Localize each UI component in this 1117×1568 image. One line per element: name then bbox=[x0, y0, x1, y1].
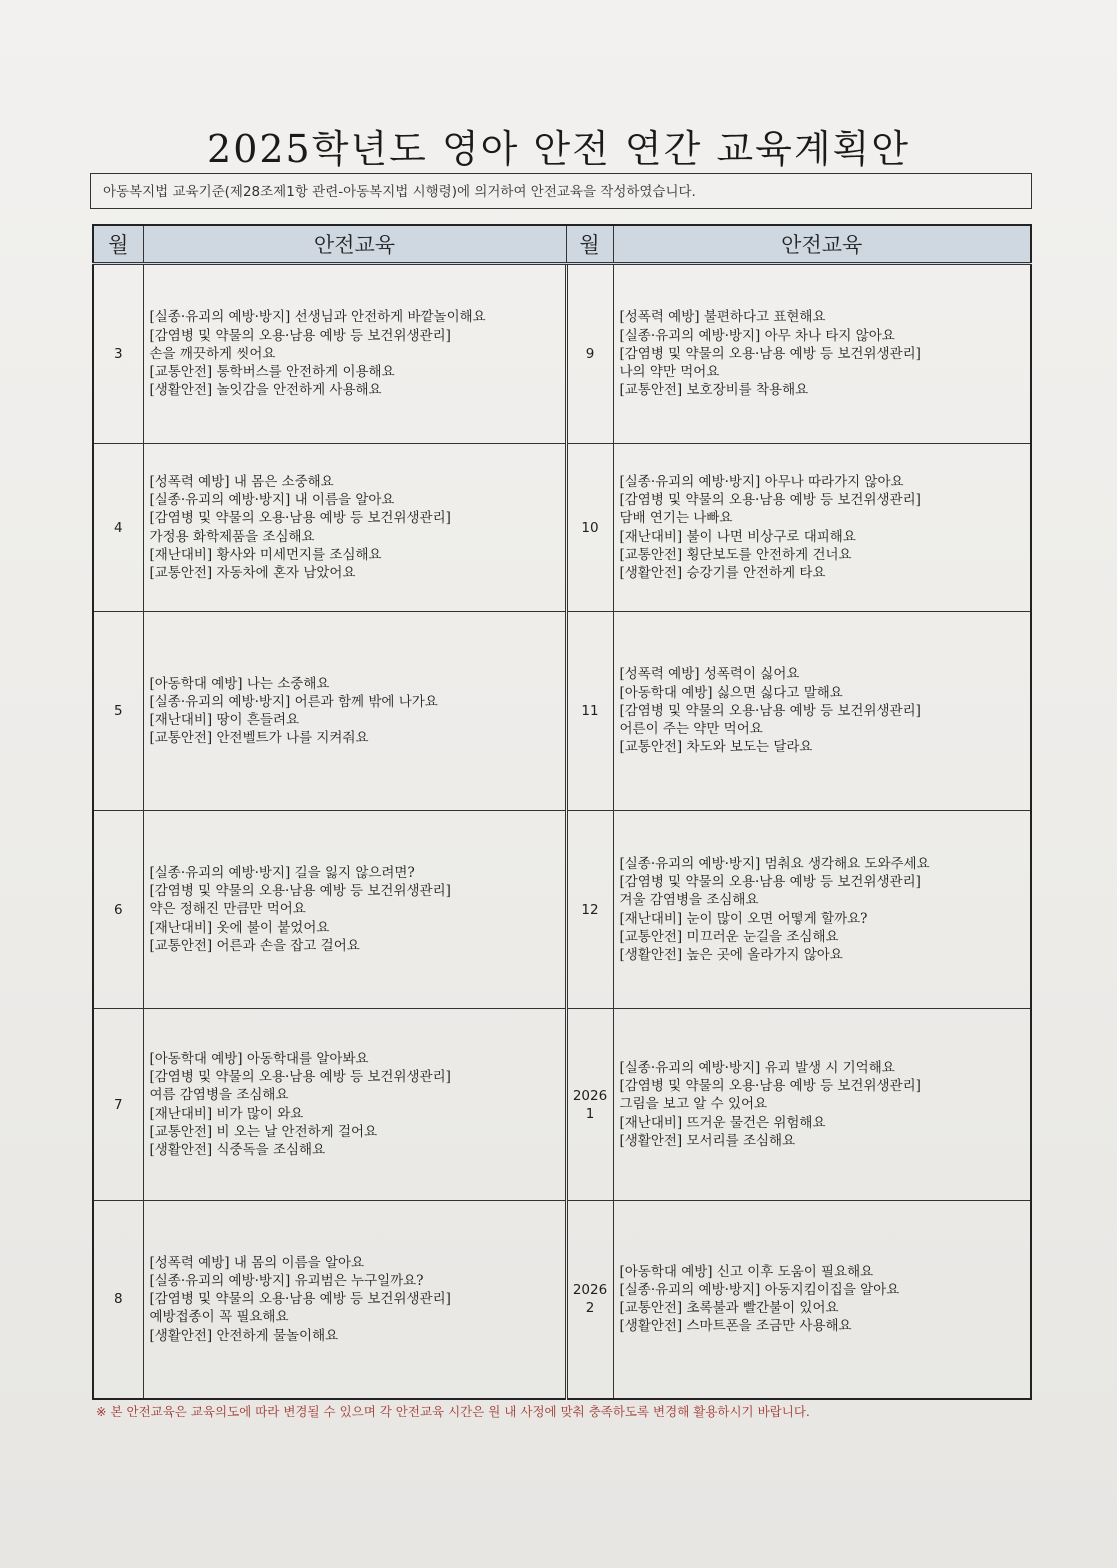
lesson-item: [교통안전] 횡단보도를 안전하게 건너요 bbox=[619, 546, 852, 563]
lesson-item: 예방접종이 꼭 필요해요 bbox=[149, 1309, 289, 1326]
lesson-item: [교통안전] 보호장비를 착용해요 bbox=[619, 382, 809, 399]
lesson-item: [아동학대 예방] 아동학대를 알아봐요 bbox=[149, 1050, 369, 1067]
lesson-item: 가정용 화학제품을 조심해요 bbox=[149, 528, 315, 545]
lesson-item: [실종·유괴의 예방·방지] 아무나 따라가지 않아요 bbox=[619, 473, 904, 490]
content-cell-left bbox=[143, 264, 566, 444]
lesson-item: [교통안전] 어른과 손을 잡고 걸어요 bbox=[149, 937, 360, 954]
header-month-right: 월 bbox=[566, 225, 613, 264]
header-content-right: 안전교육 bbox=[613, 225, 1031, 264]
month-label: 6 bbox=[113, 901, 123, 918]
month-cell-right bbox=[566, 264, 613, 444]
content-cell-right bbox=[613, 811, 1031, 1009]
content-cell-left bbox=[143, 444, 566, 612]
lesson-item: [교통안전] 자동차에 혼자 남았어요 bbox=[149, 564, 356, 581]
page-title: 2025학년도 영아 안전 연간 교육계획안 bbox=[207, 127, 910, 171]
lesson-item: 약은 정해진 만큼만 먹어요 bbox=[149, 901, 306, 918]
month-label: 2026 bbox=[572, 1087, 608, 1104]
lesson-item: [실종·유괴의 예방·방지] 길을 잃지 않으려면? bbox=[149, 864, 415, 881]
content-cell-left bbox=[143, 1009, 566, 1201]
lesson-item: [실종·유괴의 예방·방지] 유괴 발생 시 기억해요 bbox=[619, 1059, 895, 1076]
lesson-item: [교통안전] 비 오는 날 안전하게 걸어요 bbox=[149, 1123, 378, 1140]
lesson-item: [교통안전] 차도와 보도는 달라요 bbox=[619, 739, 813, 756]
lesson-item: [교통안전] 미끄러운 눈길을 조심해요 bbox=[619, 928, 839, 945]
month-cell-right bbox=[566, 1201, 613, 1399]
lesson-item: [실종·유괴의 예방·방지] 유괴범은 누구일까요? bbox=[149, 1272, 424, 1289]
content-cell-right bbox=[613, 1009, 1031, 1201]
lesson-item: [실종·유괴의 예방·방지] 아무 차나 타지 않아요 bbox=[619, 327, 895, 344]
lesson-item: [실종·유괴의 예방·방지] 멈춰요 생각해요 도와주세요 bbox=[619, 855, 930, 872]
lesson-item: [생활안전] 놀잇감을 안전하게 사용해요 bbox=[149, 382, 382, 399]
month-label: 3 bbox=[113, 346, 123, 362]
lesson-item: [감염병 및 약물의 오용·남용 예방 등 보건위생관리] bbox=[149, 1069, 451, 1086]
table-row bbox=[93, 811, 1031, 1009]
header-content-left: 안전교육 bbox=[143, 225, 566, 264]
lesson-item: 겨울 감염병을 조심해요 bbox=[619, 892, 759, 909]
table-header-row bbox=[93, 225, 1031, 264]
month-cell-right bbox=[566, 1009, 613, 1201]
month-label: 5 bbox=[113, 703, 123, 719]
month-label: 9 bbox=[585, 346, 595, 362]
lesson-item: [실종·유괴의 예방·방지] 어른과 함께 밖에 나가요 bbox=[149, 693, 438, 710]
content-cell-left bbox=[143, 811, 566, 1009]
lesson-item: [아동학대 예방] 나는 소중해요 bbox=[149, 675, 330, 692]
month-cell-left bbox=[93, 1201, 143, 1399]
month-label: 2026 bbox=[572, 1282, 608, 1299]
lesson-item: [감염병 및 약물의 오용·남용 예방 등 보건위생관리] bbox=[619, 1078, 921, 1095]
lesson-item: [아동학대 예방] 싫으면 싫다고 말해요 bbox=[619, 684, 843, 701]
lesson-item: [감염병 및 약물의 오용·남용 예방 등 보건위생관리] bbox=[149, 510, 451, 527]
lesson-item: 여름 감염병을 조심해요 bbox=[149, 1087, 289, 1104]
month-cell-left bbox=[93, 264, 143, 444]
lesson-item: [성폭력 예방] 내 몸은 소중해요 bbox=[149, 473, 334, 490]
table-row bbox=[93, 1009, 1031, 1201]
month-label: 1 bbox=[585, 1105, 595, 1122]
month-label: 11 bbox=[581, 703, 599, 719]
lesson-item: 나의 약만 먹어요 bbox=[619, 364, 720, 381]
lesson-item: [교통안전] 안전벨트가 나를 지켜줘요 bbox=[149, 730, 369, 747]
month-cell-left bbox=[93, 1009, 143, 1201]
month-cell-right bbox=[566, 444, 613, 612]
lesson-item: [생활안전] 높은 곳에 올라가지 않아요 bbox=[619, 946, 843, 963]
month-label: 8 bbox=[113, 1291, 123, 1308]
lesson-item: [재난대비] 옷에 불이 붙었어요 bbox=[149, 919, 330, 936]
lesson-item: [생활안전] 안전하게 물놀이해요 bbox=[149, 1327, 339, 1344]
lesson-item: [실종·유괴의 예방·방지] 내 이름을 알아요 bbox=[149, 492, 395, 509]
lesson-item: [재난대비] 황사와 미세먼지를 조심해요 bbox=[149, 546, 382, 563]
month-cell-right bbox=[566, 612, 613, 811]
lesson-item: [재난대비] 뜨거운 물건은 위험해요 bbox=[619, 1114, 826, 1131]
lesson-item: [재난대비] 눈이 많이 오면 어떻게 할까요? bbox=[619, 910, 868, 927]
content-cell-right bbox=[613, 1201, 1031, 1399]
lesson-item: [실종·유괴의 예방·방지] 아동지킴이집을 알아요 bbox=[619, 1282, 900, 1299]
lesson-item: [교통안전] 초록불과 빨간불이 있어요 bbox=[619, 1300, 839, 1317]
annual-plan-table bbox=[92, 224, 1032, 1400]
lesson-item: 담배 연기는 나빠요 bbox=[619, 510, 733, 527]
lesson-item: [감염병 및 약물의 오용·남용 예방 등 보건위생관리] bbox=[619, 492, 921, 509]
lesson-item: 손을 깨끗하게 씻어요 bbox=[149, 345, 276, 362]
month-label: 10 bbox=[581, 519, 599, 536]
month-cell-left bbox=[93, 612, 143, 811]
lesson-item: [감염병 및 약물의 오용·남용 예방 등 보건위생관리] bbox=[149, 327, 451, 344]
lesson-item: [감염병 및 약물의 오용·남용 예방 등 보건위생관리] bbox=[149, 1291, 451, 1308]
content-cell-right bbox=[613, 612, 1031, 811]
header-month-left: 월 bbox=[93, 225, 143, 264]
table-row bbox=[93, 1201, 1031, 1399]
lesson-item: [생활안전] 모서리를 조심해요 bbox=[619, 1132, 796, 1149]
lesson-item: [감염병 및 약물의 오용·남용 예방 등 보건위생관리] bbox=[619, 345, 921, 362]
month-cell-left bbox=[93, 444, 143, 612]
lesson-item: [감염병 및 약물의 오용·남용 예방 등 보건위생관리] bbox=[619, 702, 921, 719]
lesson-item: [재난대비] 비가 많이 와요 bbox=[149, 1105, 304, 1122]
table-row bbox=[93, 444, 1031, 612]
lesson-item: [실종·유괴의 예방·방지] 선생님과 안전하게 바깥놀이해요 bbox=[149, 309, 486, 326]
lesson-item: 어른이 주는 약만 먹어요 bbox=[619, 721, 763, 738]
lesson-item: [재난대비] 땅이 흔들려요 bbox=[149, 712, 300, 728]
lesson-item: [성폭력 예방] 성폭력이 싫어요 bbox=[619, 666, 800, 683]
month-label: 12 bbox=[581, 901, 599, 918]
legal-basis-notice: 아동복지법 교육기준(제28조제1항 관련-아동복지법 시행령)에 의거하여 안전교육을 작성하였습니다. bbox=[90, 173, 1032, 209]
lesson-item: [생활안전] 승강기를 안전하게 타요 bbox=[619, 564, 826, 581]
lesson-item: [감염병 및 약물의 오용·남용 예방 등 보건위생관리] bbox=[149, 883, 451, 900]
lesson-item: [성폭력 예방] 불편하다고 표현해요 bbox=[619, 309, 826, 326]
lesson-item: [재난대비] 불이 나면 비상구로 대피해요 bbox=[619, 528, 856, 545]
month-label: 4 bbox=[113, 519, 123, 536]
lesson-item: [성폭력 예방] 내 몸의 이름을 알아요 bbox=[149, 1254, 365, 1271]
content-cell-left bbox=[143, 1201, 566, 1399]
month-label: 2 bbox=[585, 1300, 595, 1317]
table-row bbox=[93, 612, 1031, 811]
lesson-item: [아동학대 예방] 신고 이후 도움이 필요해요 bbox=[619, 1263, 874, 1280]
table-row bbox=[93, 264, 1031, 444]
lesson-item: [생활안전] 식중독을 조심해요 bbox=[149, 1141, 326, 1158]
lesson-item: [감염병 및 약물의 오용·남용 예방 등 보건위생관리] bbox=[619, 874, 921, 891]
month-cell-left bbox=[93, 811, 143, 1009]
content-cell-right bbox=[613, 264, 1031, 444]
content-cell-right bbox=[613, 444, 1031, 612]
month-label: 7 bbox=[113, 1096, 123, 1113]
lesson-item: 그림을 보고 알 수 있어요 bbox=[619, 1096, 768, 1113]
content-cell-left bbox=[143, 612, 566, 811]
month-cell-right bbox=[566, 811, 613, 1009]
footnote: ※ 본 안전교육은 교육의도에 따라 변경될 수 있으며 각 안전교육 시간은 원 내 사정에 맞춰 충족하도록 변경해 활용하시기 바랍니다. bbox=[96, 1404, 810, 1419]
lesson-item: [교통안전] 통학버스를 안전하게 이용해요 bbox=[149, 364, 395, 381]
lesson-item: [생활안전] 스마트폰을 조금만 사용해요 bbox=[619, 1318, 852, 1335]
